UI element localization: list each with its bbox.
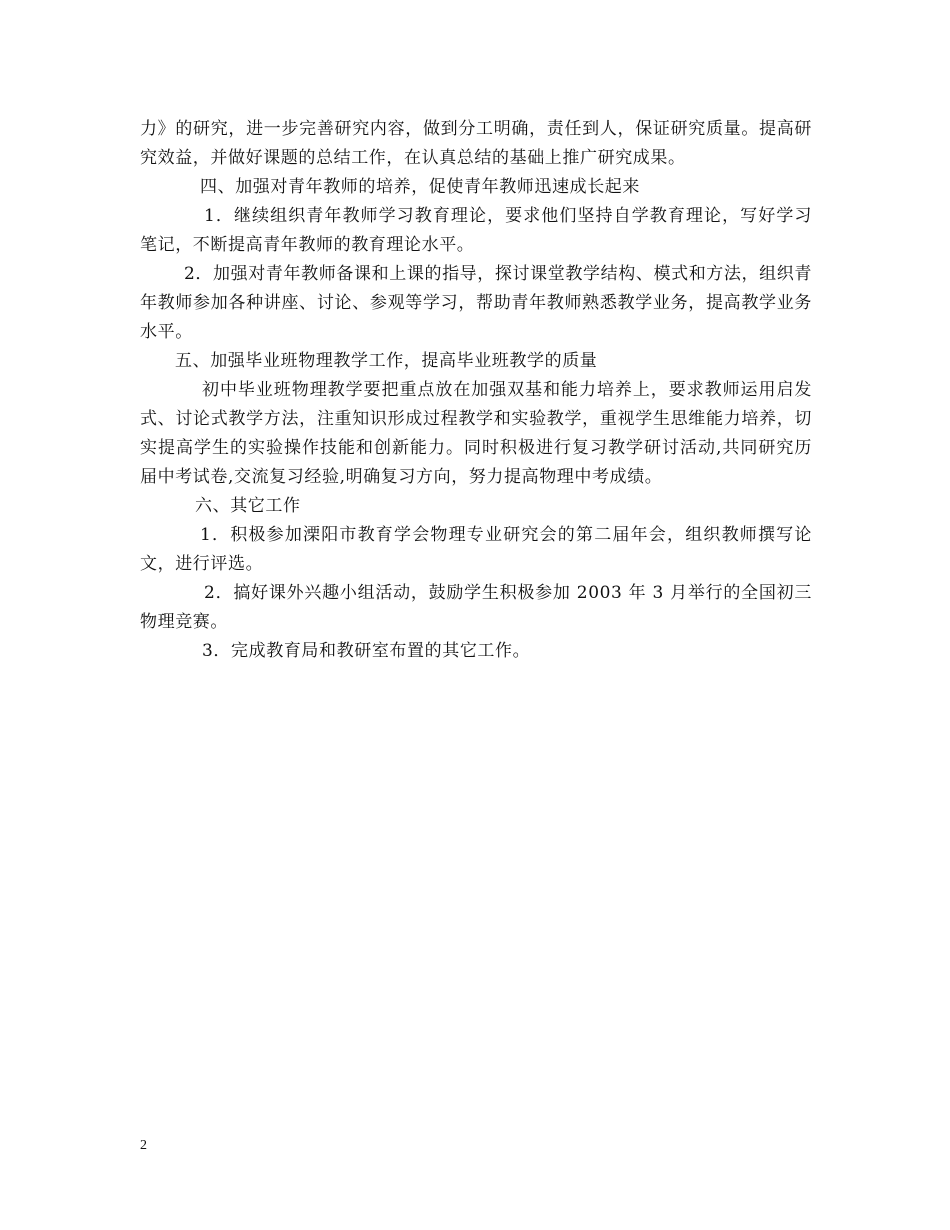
- section-heading-6: 六、其它工作: [195, 496, 301, 516]
- paragraph-4-item-1: 1．继续组织青年教师学习教育理论，要求他们坚持自学教育理论，写好学习笔记，不断提高青年教师的教育理论水平。: [140, 206, 812, 255]
- paragraph-6-item-1: 1．积极参加溧阳市教育学会物理专业研究会的第二届年会，组织教师撰写论文，进行评选。: [140, 525, 812, 574]
- paragraph-6-item-2: 2．搞好课外兴趣小组活动，鼓励学生积极参加 2003 年 3 月举行的全国初三物理竞赛。: [140, 583, 812, 632]
- paragraph-4-item-2: 2．加强对青年教师备课和上课的指导，探讨课堂教学结构、模式和方法，组织青年教师参加各种讲座、讨论、参观等学习，帮助青年教师熟悉教学业务，提高教学业务水平。: [140, 264, 812, 342]
- document-body: [140, 115, 812, 666]
- paragraph-6-item-3: 3．完成教育局和教研室布置的其它工作。: [202, 641, 531, 661]
- paragraph-5-body: 初中毕业班物理教学要把重点放在加强双基和能力培养上，要求教师运用启发式、讨论式教学方法，注重知识形成过程教学和实验教学，重视学生思维能力培养，切实提高学生的实验操作技能和创新能力。同时积极进行复习教学研讨活动,共同研究历届中考试卷,交流复习经验,明确复习方向，努力提高物理中考成绩。: [140, 380, 812, 487]
- section-heading-5: 五、加强毕业班物理教学工作，提高毕业班教学的质量: [175, 351, 598, 371]
- section-heading-4: 四、加强对青年教师的培养，促使青年教师迅速成长起来: [200, 177, 640, 197]
- paragraph-research-continuation: 力》的研究，进一步完善研究内容，做到分工明确，责任到人，保证研究质量。提高研究效益，并做好课题的总结工作，在认真总结的基础上推广研究成果。: [140, 119, 812, 168]
- page-number: 2: [140, 1138, 147, 1153]
